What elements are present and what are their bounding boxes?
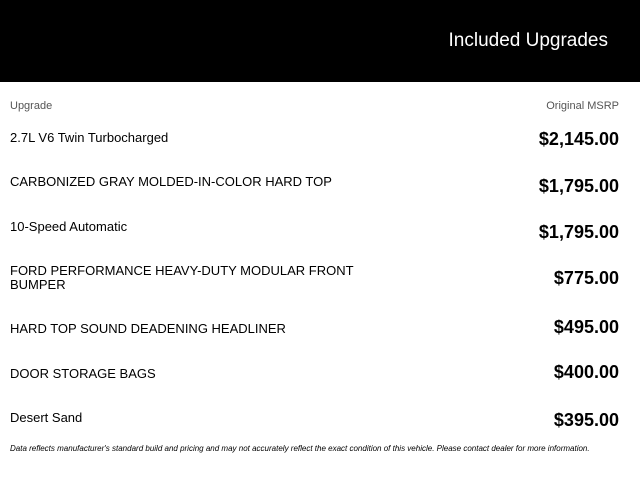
column-header-msrp: Original MSRP: [546, 100, 619, 112]
table-row: [10, 362, 619, 397]
table-row: [10, 220, 619, 250]
table-row: [10, 264, 619, 304]
upgrade-price: $395.00: [553, 410, 619, 430]
upgrade-name: 10-Speed Automatic: [10, 219, 128, 234]
disclaimer-text: Data reflects manufacturer's standard build and pricing and may not accurately reflect the exact condition of this vehicle. Please contact dealer for more information.: [10, 444, 590, 453]
upgrade-price: $400.00: [553, 362, 619, 382]
upgrade-name: DOOR STORAGE BAGS: [10, 366, 156, 381]
table-row: [10, 317, 619, 352]
table-row: [10, 175, 619, 205]
upgrade-price: $1,795.00: [538, 222, 619, 242]
column-header-upgrade: Upgrade: [10, 100, 53, 112]
header-bar: [0, 0, 640, 82]
upgrade-price: $775.00: [553, 268, 619, 288]
page-title: Included Upgrades: [448, 30, 608, 51]
upgrade-price: $495.00: [553, 317, 619, 337]
upgrade-name: FORD PERFORMANCE HEAVY-DUTY MODULAR FRONT BUMPER: [10, 263, 354, 292]
upgrade-price: $2,145.00: [538, 129, 619, 149]
table-row: [10, 411, 619, 441]
upgrade-name: Desert Sand: [10, 410, 83, 425]
upgrade-name: HARD TOP SOUND DEADENING HEADLINER: [10, 321, 286, 336]
upgrade-name: 2.7L V6 Twin Turbocharged: [10, 130, 169, 145]
upgrade-price: $1,795.00: [538, 176, 619, 196]
column-headers: [10, 100, 619, 114]
upgrade-name: CARBONIZED GRAY MOLDED-IN-COLOR HARD TOP: [10, 174, 332, 189]
table-row: [10, 131, 619, 161]
